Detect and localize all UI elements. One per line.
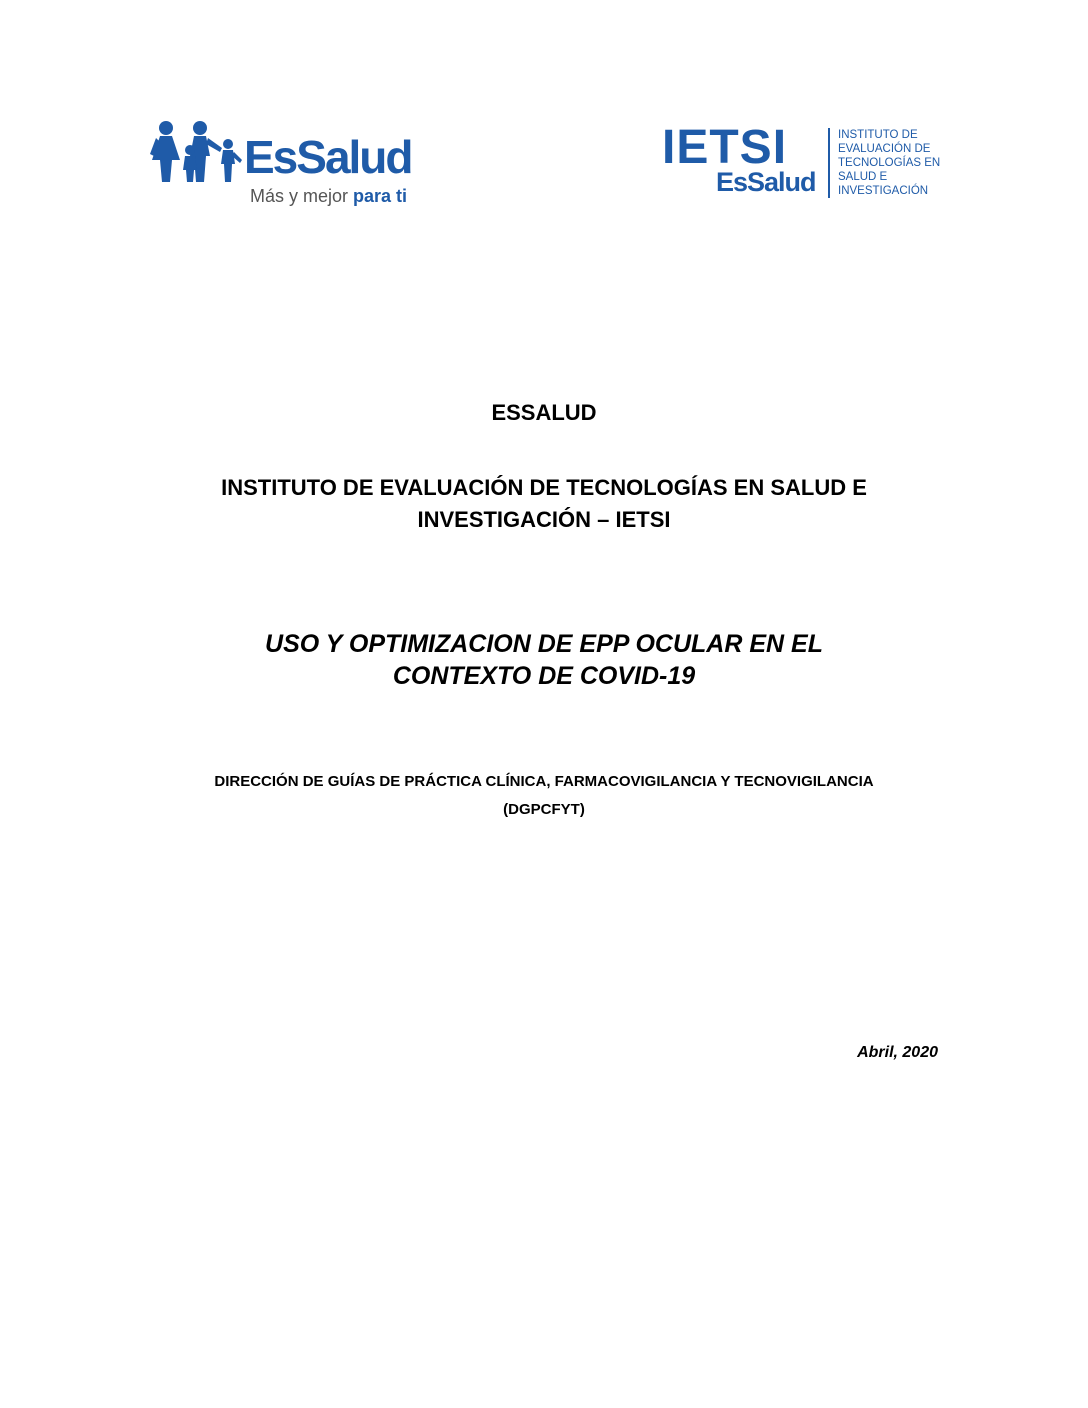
institute-line-2: INVESTIGACIÓN – IETSI xyxy=(417,507,671,532)
family-icon xyxy=(150,120,242,184)
ietsi-full-name: INSTITUTO DE EVALUACIÓN DE TECNOLOGÍAS EN SALUD E INVESTIGACIÓN xyxy=(838,129,941,197)
ietsi-wordmark: IETSI xyxy=(662,121,788,174)
essalud-logo xyxy=(150,118,420,210)
institute-name xyxy=(0,472,1088,536)
ietsi-logo xyxy=(662,121,952,204)
direction-line-2: (DGPCFYT) xyxy=(503,801,585,818)
document-date: Abril, 2020 xyxy=(857,1044,938,1061)
document-title xyxy=(0,628,1088,692)
title-line-1: USO Y OPTIMIZACION DE EPP OCULAR EN EL xyxy=(265,630,823,658)
institute-line-1: INSTITUTO DE EVALUACIÓN DE TECNOLOGÍAS EN SALUD E xyxy=(221,475,867,500)
title-line-2: CONTEXTO DE COVID-19 xyxy=(392,662,696,690)
direction-name xyxy=(0,768,1088,824)
essalud-tagline xyxy=(250,186,407,206)
tagline-bold: para ti xyxy=(353,186,408,206)
essalud-wordmark: EsSalud xyxy=(244,131,412,183)
ietsi-divider xyxy=(828,128,830,198)
tagline-plain: Más y mejor xyxy=(250,186,349,206)
org-name: ESSALUD xyxy=(491,400,597,425)
ietsi-essalud-sub: EsSalud xyxy=(716,167,816,197)
direction-line-1: DIRECCIÓN DE GUÍAS DE PRÁCTICA CLÍNICA, FARMACOVIGILANCIA Y TECNOVIGILANCIA xyxy=(214,773,874,790)
